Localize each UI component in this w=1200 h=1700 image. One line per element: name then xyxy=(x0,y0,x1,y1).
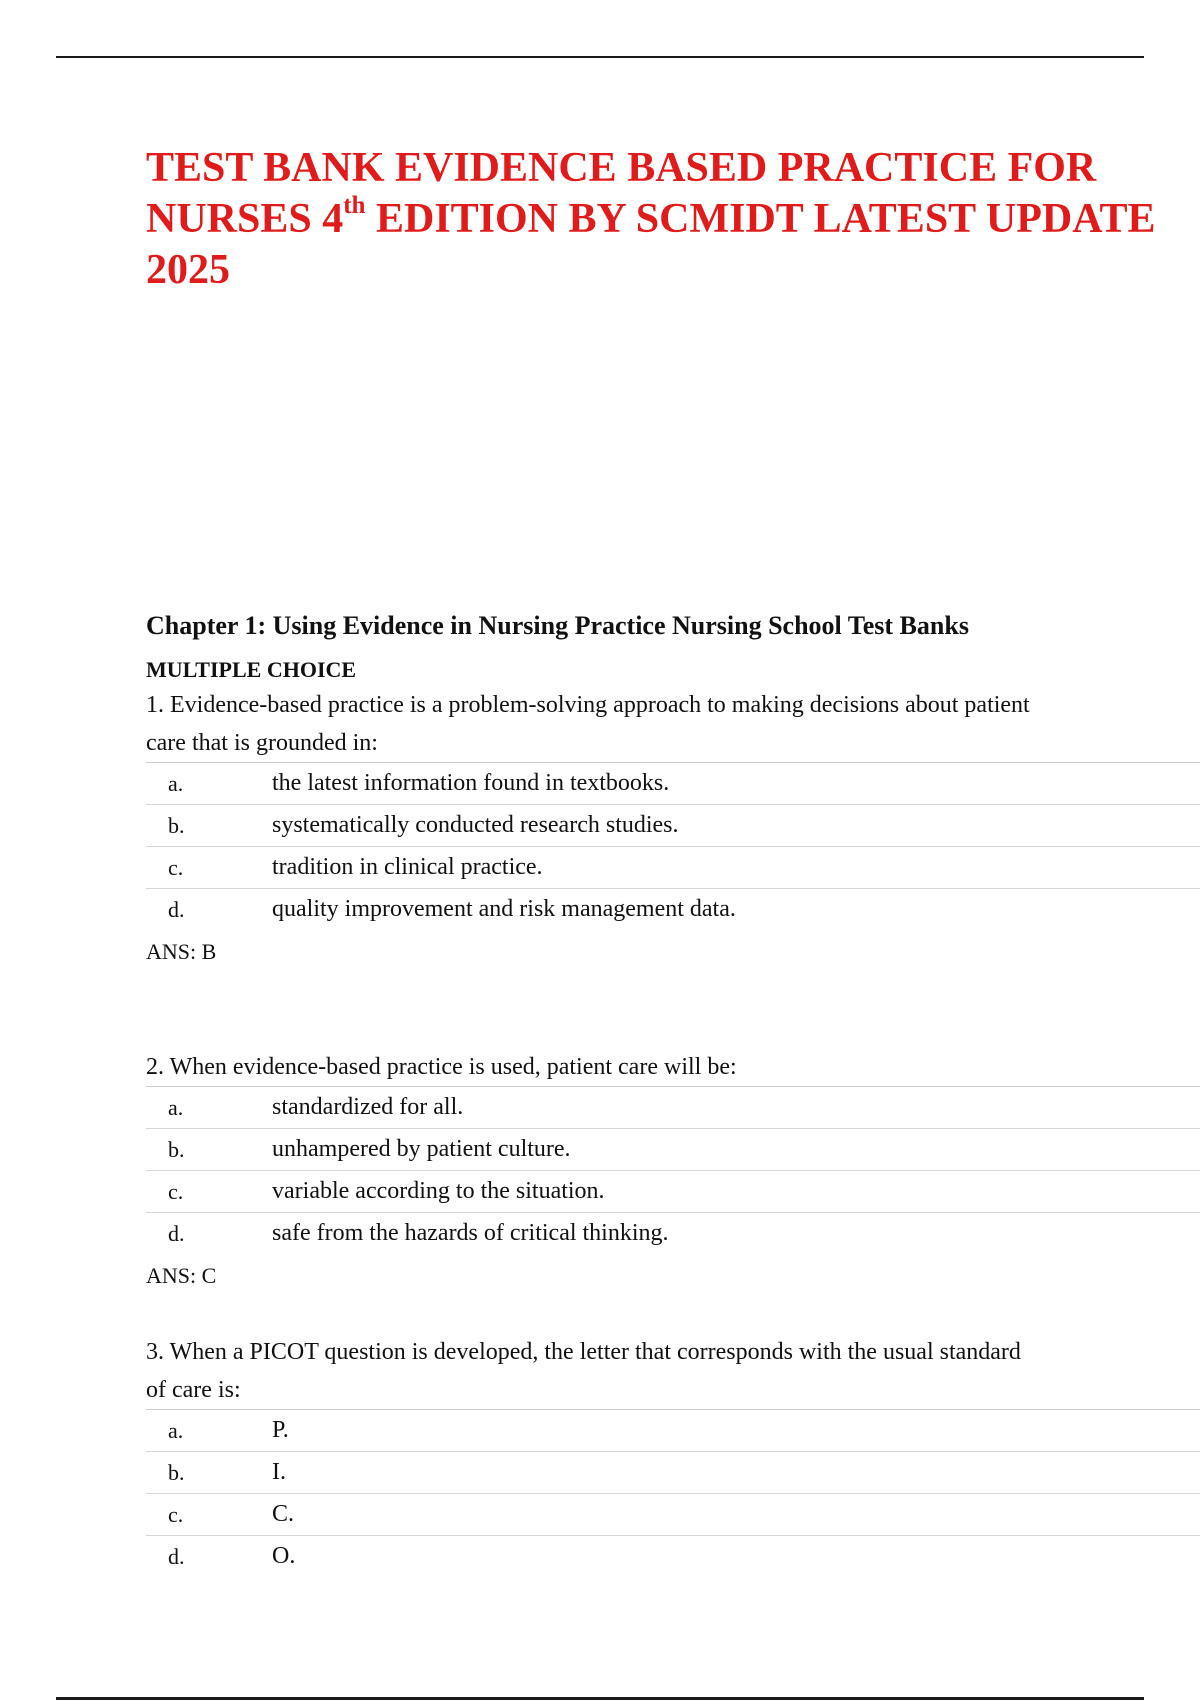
answer-options xyxy=(146,1086,1200,1254)
answer-options xyxy=(146,1409,1200,1577)
option-letter: a. xyxy=(168,1094,184,1120)
option-letter: d. xyxy=(168,1543,185,1569)
answer-key: ANS: C xyxy=(146,1263,217,1288)
question-3 xyxy=(146,1333,1200,1577)
option-row xyxy=(146,1410,1200,1452)
option-text: variable according to the situation. xyxy=(272,1178,605,1204)
option-letter: b. xyxy=(168,1136,185,1162)
option-text: safe from the hazards of critical thinking. xyxy=(272,1220,669,1246)
question-stem: 1. Evidence-based practice is a problem-solving approach to making decisions about patient care that is grounded in: xyxy=(146,692,1030,756)
document-title xyxy=(146,143,1200,296)
title-ordinal-suffix: th xyxy=(343,192,366,219)
option-text: I. xyxy=(272,1459,286,1485)
option-row xyxy=(146,1494,1200,1536)
title-line-2-end: EDITION BY SCMIDT LATEST UPDATE xyxy=(365,196,1156,242)
option-letter: d. xyxy=(168,1220,185,1246)
option-letter: a. xyxy=(168,770,184,796)
title-line-2-start: NURSES 4 xyxy=(146,196,344,242)
option-letter: c. xyxy=(168,1501,184,1527)
question-stem: 3. When a PICOT question is developed, the letter that corresponds with the usual standard of care is: xyxy=(146,1339,1021,1403)
section-label: MULTIPLE CHOICE xyxy=(146,657,357,682)
option-text: C. xyxy=(272,1501,295,1527)
option-letter: a. xyxy=(168,1417,184,1443)
option-text: tradition in clinical practice. xyxy=(272,854,543,880)
option-row xyxy=(146,1213,1200,1254)
option-row xyxy=(146,763,1200,805)
option-row xyxy=(146,805,1200,847)
option-text: quality improvement and risk management data. xyxy=(272,896,736,922)
option-row xyxy=(146,1129,1200,1171)
title-line-3: 2025 xyxy=(146,247,230,293)
option-letter: c. xyxy=(168,1178,184,1204)
option-letter: c. xyxy=(168,854,184,880)
answer-key: ANS: B xyxy=(146,939,217,964)
option-text: O. xyxy=(272,1543,296,1569)
option-text: unhampered by patient culture. xyxy=(272,1136,571,1162)
option-row xyxy=(146,847,1200,889)
chapter-heading: Chapter 1: Using Evidence in Nursing Practice Nursing School Test Banks xyxy=(146,611,969,640)
option-row xyxy=(146,1452,1200,1494)
option-row xyxy=(146,1087,1200,1129)
option-text: systematically conducted research studies. xyxy=(272,812,679,838)
answer-options xyxy=(146,762,1200,930)
question-1 xyxy=(146,686,1200,968)
question-2 xyxy=(146,1048,1200,1292)
option-text: P. xyxy=(272,1417,289,1443)
option-text: standardized for all. xyxy=(272,1094,464,1120)
title-line-2 xyxy=(146,194,1200,245)
question-stem: 2. When evidence-based practice is used, patient care will be: xyxy=(146,1054,737,1080)
option-letter: b. xyxy=(168,1459,185,1485)
option-row xyxy=(146,1536,1200,1577)
option-text: the latest information found in textbooks. xyxy=(272,770,670,796)
top-rule xyxy=(56,56,1144,58)
title-line-1: TEST BANK EVIDENCE BASED PRACTICE FOR xyxy=(146,145,1097,191)
option-row xyxy=(146,889,1200,930)
option-letter: d. xyxy=(168,896,185,922)
option-row xyxy=(146,1171,1200,1213)
option-letter: b. xyxy=(168,812,185,838)
